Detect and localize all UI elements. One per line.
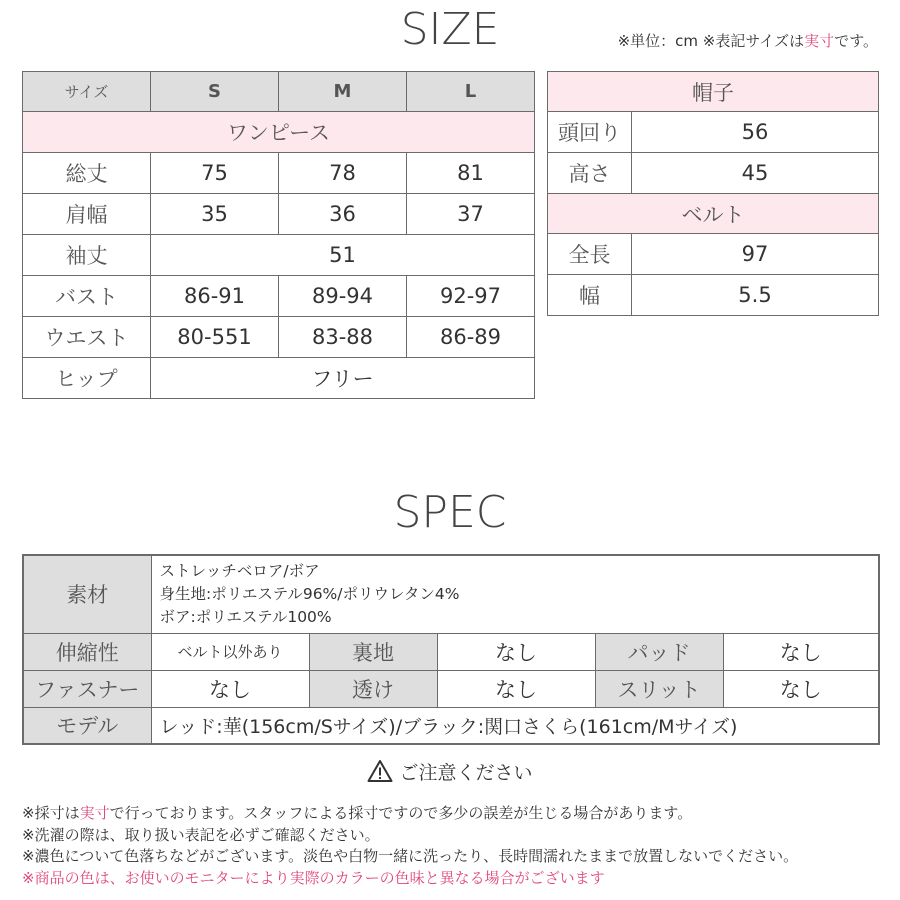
unit-note-prefix: ※単位：cm ※表記サイズは [617,32,805,50]
table-row [548,153,879,194]
cell-s: 86-91 [151,276,279,317]
size-header-m: M [279,72,407,112]
size-header-label: サイズ [23,72,151,112]
note-1-prefix: ※採寸は [22,804,80,822]
cell-m: 83-88 [279,317,407,358]
slit-label: スリット [595,670,723,707]
size-header-row [23,72,535,112]
cell-all: フリー [151,358,535,399]
table-row [23,317,535,358]
cell-m: 36 [279,194,407,235]
model-label: モデル [23,707,151,744]
row-label: 肩幅 [23,194,151,235]
spec-title: SPEC [393,487,507,538]
row-label: バスト [23,276,151,317]
size-table [22,71,535,399]
unit-note [618,30,878,51]
unit-note-highlight: 実寸 [804,32,835,50]
caution-title: ご注意ください [399,762,533,784]
lining-value: なし [437,633,595,670]
fastener-label: ファスナー [23,670,151,707]
table-row [23,194,535,235]
material-line: ボア:ポリエステル100% [159,607,332,626]
note-4: ※商品の色は、お使いのモニターにより実際のカラーの色味と異なる場合がございます [22,868,605,887]
note-1-suffix: で行っております。スタッフによる採寸ですので多少の誤差が生じる場合があります。 [109,804,693,822]
size-title: SIZE [400,4,500,55]
table-row [23,235,535,276]
cell-s: 35 [151,194,279,235]
table-row [23,153,535,194]
hat-belt-table [547,71,879,316]
row-value: 97 [632,234,879,275]
row-label: 幅 [548,275,632,316]
cell-m: 89-94 [279,276,407,317]
material-label: 素材 [23,555,151,633]
row-label: 総丈 [23,153,151,194]
cell-m: 78 [279,153,407,194]
row-value: 5.5 [632,275,879,316]
hat-title: 帽子 [548,72,879,112]
row-label: 袖丈 [23,235,151,276]
table-row [548,275,879,316]
note-1 [22,803,798,825]
row-value: 45 [632,153,879,194]
cell-l: 37 [407,194,535,235]
cell-s: 75 [151,153,279,194]
unit-note-suffix: です。 [834,32,878,50]
cell-l: 81 [407,153,535,194]
cell-all: 51 [151,235,535,276]
cell-l: 92-97 [407,276,535,317]
size-header-s: S [151,72,279,112]
table-row [23,276,535,317]
stretch-label: 伸縮性 [23,633,151,670]
spec-table [22,554,880,745]
material-line: 身生地:ポリエステル96%/ポリウレタン4% [159,584,460,603]
note-3: ※濃色について色落ちなどがございます。淡色や白物一緒に洗ったり、長時間濡れたままで放置しないでください。 [22,847,799,865]
belt-title: ベルト [548,194,879,234]
size-header-l: L [407,72,535,112]
slit-value: なし [723,670,879,707]
table-row [548,234,879,275]
cell-s: 80-551 [151,317,279,358]
row-label: ウエスト [23,317,151,358]
note-1-highlight: 実寸 [79,804,110,822]
warning-icon [367,759,393,788]
row-label: 頭回り [548,112,632,153]
note-2: ※洗濯の際は、取り扱い表記を必ずご確認ください。 [22,825,380,844]
table-row [23,358,535,399]
onepiece-group-title: ワンピース [23,112,535,153]
cell-l: 86-89 [407,317,535,358]
table-row [548,112,879,153]
caution-notes [22,803,798,889]
caution-heading [0,758,900,788]
row-label: ヒップ [23,358,151,399]
sheer-label: 透け [309,670,437,707]
sheer-value: なし [437,670,595,707]
row-label: 全長 [548,234,632,275]
pad-value: なし [723,633,879,670]
material-value [151,555,879,633]
model-value: レッド:華(156cm/Sサイズ)/ブラック:関口さくら(161cm/Mサイズ) [151,707,879,744]
fastener-value: なし [151,670,309,707]
lining-label: 裏地 [309,633,437,670]
pad-label: パッド [595,633,723,670]
stretch-value: ベルト以外あり [151,633,309,670]
row-label: 高さ [548,153,632,194]
material-line: ストレッチベロア/ボア [159,561,320,580]
row-value: 56 [632,112,879,153]
